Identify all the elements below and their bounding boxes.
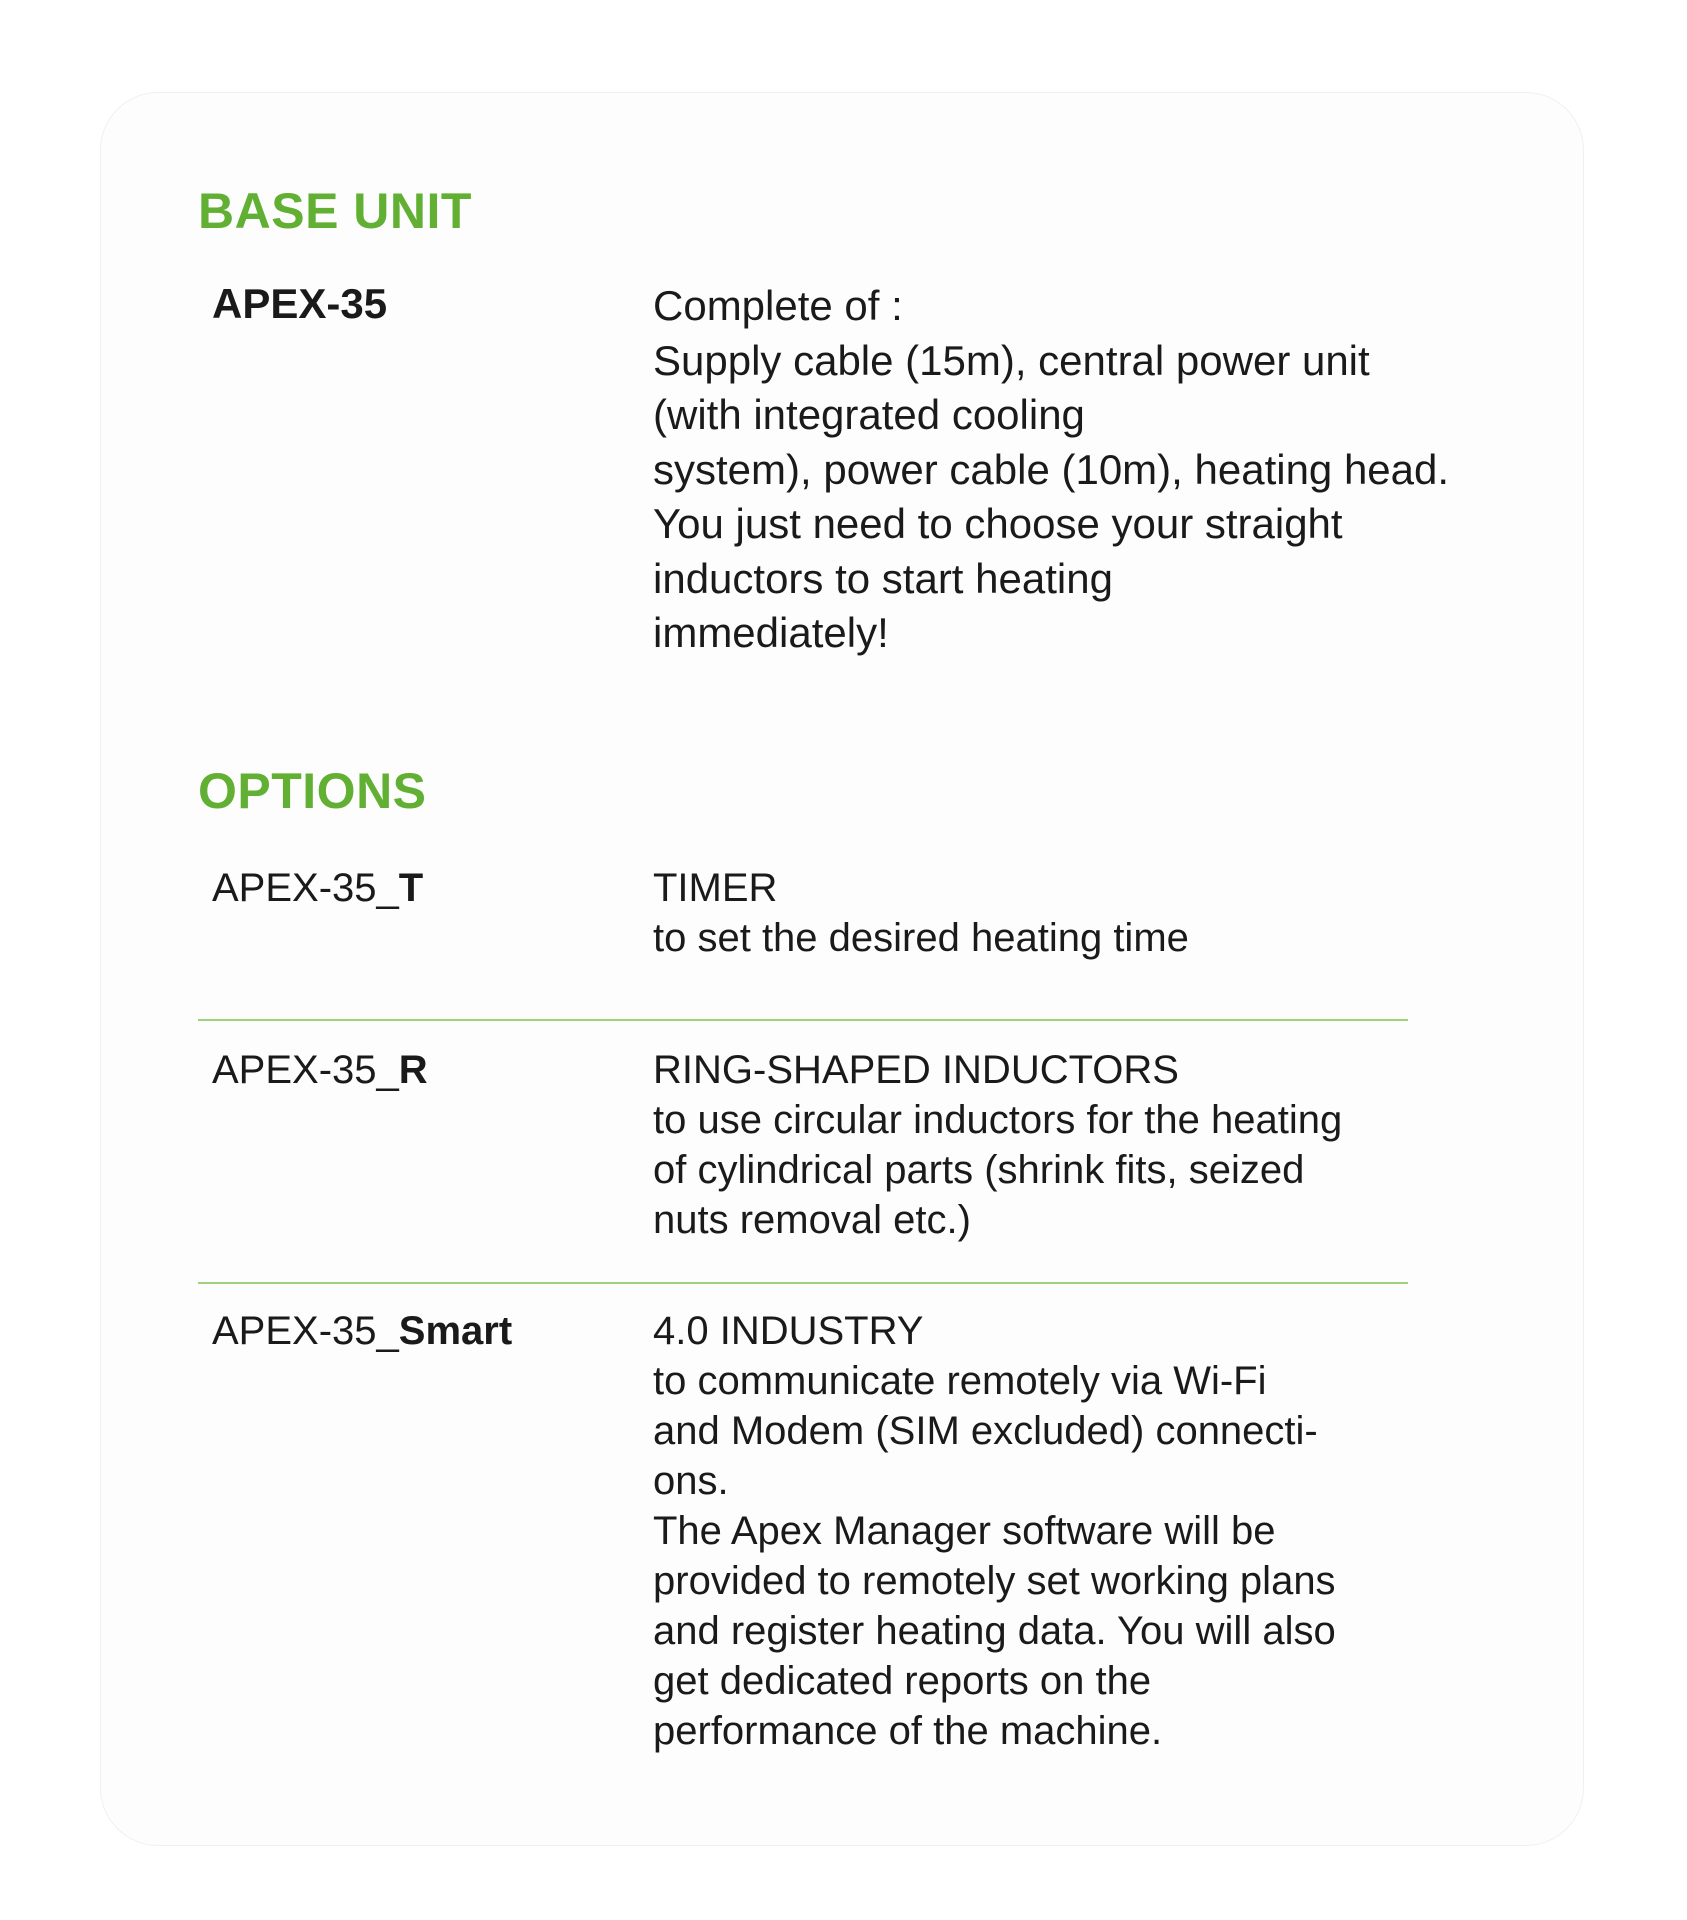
description-line: immediately! — [653, 609, 889, 656]
description-line: to communicate remotely via Wi-Fi — [653, 1359, 1267, 1403]
description-line: (with integrated cooling — [653, 391, 1085, 438]
description-line: to set the desired heating time — [653, 916, 1189, 960]
option-title: TIMER — [653, 866, 778, 910]
row-divider — [198, 1282, 1408, 1284]
base-unit-code: APEX-35 — [212, 280, 388, 327]
option-title: RING-SHAPED INDUCTORS — [653, 1048, 1179, 1092]
description-line: You just need to choose your straight — [653, 500, 1343, 547]
option-code — [212, 1045, 428, 1095]
option-code-prefix: APEX-35_ — [212, 866, 399, 910]
description-line: nuts removal etc.) — [653, 1198, 971, 1242]
option-code-prefix: APEX-35_ — [212, 1048, 399, 1092]
option-description — [653, 1045, 1533, 1245]
option-code — [212, 1306, 512, 1356]
row-divider — [198, 1019, 1408, 1021]
description-line: to use circular inductors for the heating — [653, 1098, 1343, 1142]
description-line: get dedicated reports on the — [653, 1659, 1152, 1703]
description-line: Complete of : — [653, 282, 903, 329]
description-line: Supply cable (15m), central power unit — [653, 336, 1370, 384]
description-line: ons. — [653, 1459, 729, 1503]
description-line: of cylindrical parts (shrink fits, seized — [653, 1148, 1305, 1192]
description-line: The Apex Manager software will be — [653, 1509, 1276, 1553]
option-description — [653, 863, 1533, 963]
description-line: and register heating data. You will also — [653, 1609, 1336, 1653]
description-line: and Modem (SIM excluded) connecti- — [653, 1409, 1318, 1453]
option-description — [653, 1306, 1533, 1756]
option-code-suffix: T — [398, 866, 424, 910]
description-line: system), power cable (10m), heating head. — [653, 445, 1450, 493]
base-unit-description — [653, 279, 1533, 661]
description-line: provided to remotely set working plans — [653, 1559, 1336, 1603]
option-code-suffix: R — [398, 1048, 428, 1092]
description-line: inductors to start heating — [653, 554, 1113, 602]
option-code-suffix: Smart — [398, 1309, 513, 1353]
option-code-prefix: APEX-35_ — [212, 1309, 399, 1353]
description-line: performance of the machine. — [653, 1709, 1163, 1753]
option-code — [212, 863, 423, 913]
spec-card — [100, 92, 1584, 1846]
options-heading: OPTIONS — [198, 763, 427, 819]
option-title: 4.0 INDUSTRY — [653, 1309, 924, 1353]
base-unit-heading: BASE UNIT — [198, 183, 472, 239]
